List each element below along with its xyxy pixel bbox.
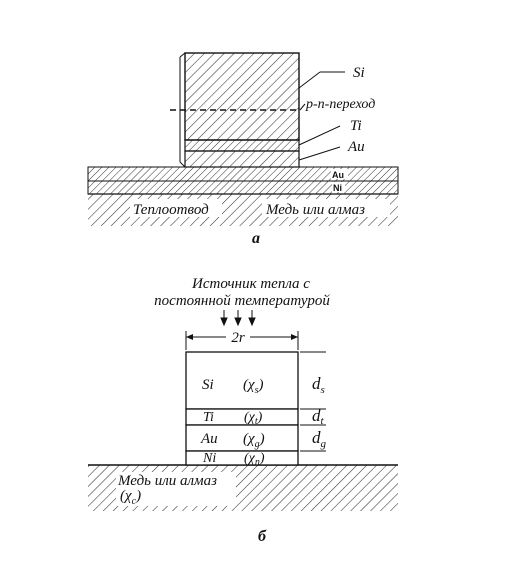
- thickness-si: $d_s$: [312, 374, 325, 396]
- substrate-ni-layer: [88, 181, 398, 194]
- layer-name-si: Si: [202, 377, 214, 393]
- heat-source-line1: Источник тепла с: [192, 276, 310, 292]
- figure-a: [88, 53, 398, 247]
- au-layer: [185, 151, 299, 167]
- figure-b: [88, 276, 398, 545]
- label-pn-junction: p-n-переход: [306, 97, 376, 112]
- thickness-ti: dt: [312, 406, 324, 427]
- layer-name-au: Au: [201, 431, 218, 447]
- label-heatsink: Теплоотвод: [133, 202, 209, 218]
- thickness-au: $d_g$: [312, 428, 326, 450]
- layer-kappa-ti: $(\chi_t)$: [244, 410, 263, 427]
- layer-kappa-si: $(\chi_s)$: [243, 377, 264, 396]
- caption-b: б: [258, 528, 266, 545]
- substrate-au-layer: [88, 167, 398, 181]
- label-au: Au: [348, 139, 365, 155]
- heat-arrows: [221, 310, 255, 325]
- width-label-2r: 2r: [231, 330, 245, 346]
- label-au-small: Au: [332, 170, 344, 180]
- label-ni-small: Ni: [333, 183, 342, 193]
- label-si: Si: [353, 65, 365, 81]
- substrate-label: Медь или алмаз: [118, 473, 217, 489]
- label-substrate-material: Медь или алмаз: [266, 202, 365, 218]
- label-ti: Ti: [350, 118, 362, 134]
- layer-name-ti: Ti: [203, 410, 214, 425]
- layer-kappa-au: $(\chi_g)$: [243, 431, 265, 450]
- layer-kappa-ni: $(\chi_n)$: [244, 451, 265, 468]
- substrate-kappa: $(\chi_c)$: [120, 488, 142, 507]
- caption-a: а: [252, 230, 260, 247]
- ti-layer: [185, 140, 299, 151]
- si-chip: [185, 53, 299, 140]
- heat-source-line2: постоянной температурой: [154, 293, 330, 309]
- layer-name-ni: Ni: [203, 451, 217, 466]
